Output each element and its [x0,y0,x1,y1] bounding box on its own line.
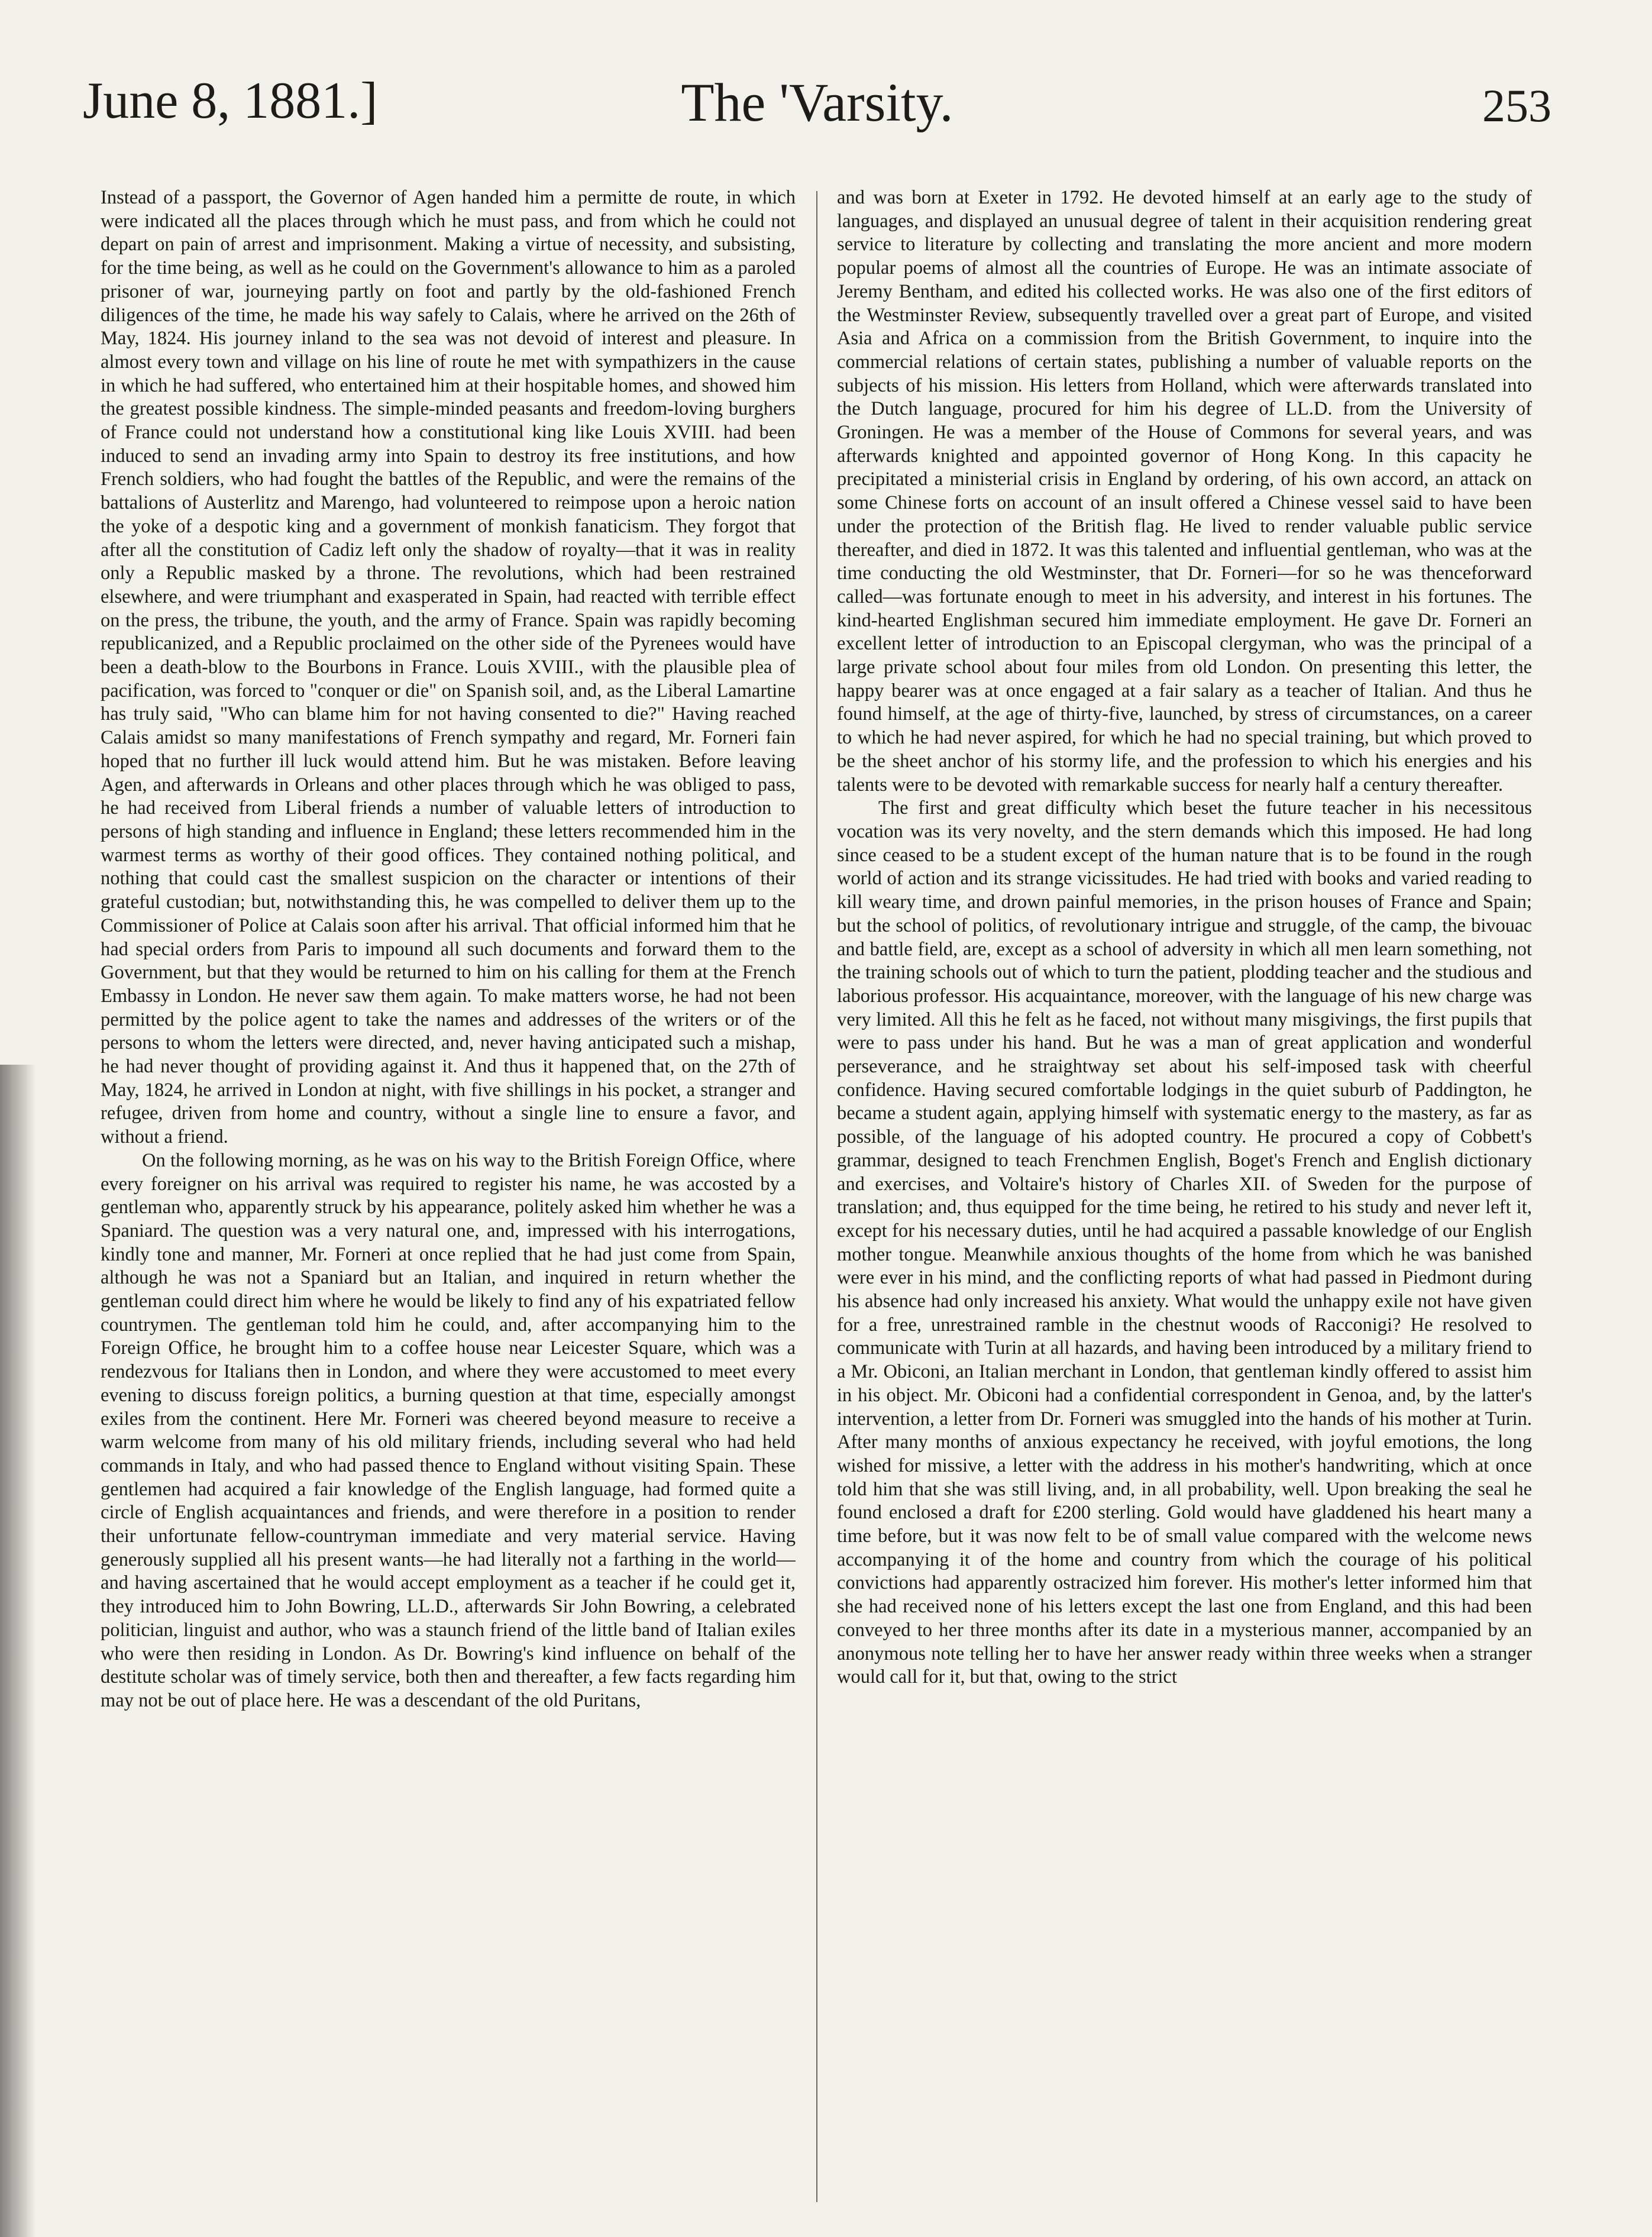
masthead-title: The 'Varsity. [681,72,953,132]
right-paragraph-1: and was born at Exeter in 1792. He devoted himself at an early age to the study of languages, and displayed an unusual degree of talent in their acquisition rendering great service to literature by collecting and translating the more ancient and more modern popular poems of almost all the countries of Europe. He was an intimate associate of Jeremy Bentham, and edited his collected works. He was also one of the first editors of the Westminster Review, subsequently travelled over a great part of Europe, and visited Asia and Africa on a commission from the British Government, to inquire into the commercial relations of certain states, publishing a number of valuable reports on the subjects of his mission. His letters from Holland, which were afterwards translated into the Dutch language, procured for him his degree of LL.D. from the University of Groningen. He was a member of the House of Commons for several years, and was afterwards knighted and appointed governor of Hong Kong. In this capacity he precipitated a ministerial crisis in England by ordering, of his own accord, an attack on some Chinese forts on account of an insult offered a Chinese vessel said to have been under the protection of the British flag. He lived to render valuable public service thereafter, and died in 1872. It was this talented and influential gentleman, who was at the time conducting the old Westminster, that Dr. Forneri—for so he was thenceforward called—was fortunate enough to meet in his adversity, and interest in his fortunes. The kind-hearted Englishman secured him immediate employment. He gave Dr. Forneri an excellent letter of introduction to an Episcopal clergyman, who was the principal of a large private school about four miles from old London. On presenting this letter, the happy bearer was at once engaged at a fair salary as a teacher of Italian. And thus he found himself, at the age of thirty-five, launched, by stress of circumstances, on a career to which he had never aspired, for which he had no special training, but which proved to be the sheet anchor of his stormy life, and the profession to which his energies and his talents were to be devoted with remarkable success for nearly half a century thereafter. [837,187,1532,796]
right-paragraph-2: The first and great difficulty which beset the future teacher in his necessitous vocation was its very novelty, and the stern demands which this imposed. He had long since ceased to be a student except of the human nature that is to be found in the rough world of action and its strange vicissitudes. He had tried with books and varied reading to kill weary time, and drown painful memories, in the prison houses of France and Spain; but the school of politics, of revolutionary intrigue and struggle, of the camp, the bivouac and battle field, are, except as a school of adversity in which all men learn something, not the training schools out of which to turn the patient, plodding teacher and the studious and laborious professor. His acquaintance, moreover, with the language of his new charge was very limited. All this he felt as he faced, not without many misgivings, the first pupils that were to pass under his hand. But he was a man of great application and wonderful perseverance, and he straightway set about his self-imposed task with cheerful confidence. Having secured comfortable lodgings in the quiet suburb of Paddington, he became a student again, applying himself with systematic energy to the mastery, as far as possible, of the language of his adopted country. He procured a copy of Cobbett's grammar, designed to teach Frenchmen English, Boget's French and English dictionary and exercises, and Voltaire's history of Charles XII. of Sweden for the purpose of translation; and, thus equipped for the time being, he retired to his study and never left it, except for his necessary duties, until he had acquired a passable knowledge of our English mother tongue. Meanwhile anxious thoughts of the home from which he was banished were ever in his mind, and the conflicting reports of what had passed in Piedmont during his absence had only increased his anxiety. What would the unhappy exile not have given for a free, unrestrained ramble in the chestnut woods of Racconigi? He resolved to communicate with Turin at all hazards, and having been introduced by a military friend to a Mr. Obiconi, an Italian merchant in London, that gentleman kindly offered to assist him in his object. Mr. Obiconi had a confidential correspondent in Genoa, and, by the latter's intervention, a letter from Dr. Forneri was smuggled into the hands of his mother at Turin. After many months of anxious expectancy he received, with joyful emotions, the long wished for missive, a letter with the address in his mother's handwriting, which at once told him that she was still living, and, in all probability, well. Upon breaking the seal he found enclosed a draft for £200 sterling. Gold would have gladdened his heart many a time before, but it was now felt to be of small value compared with the welcome news accompanying it of the home and country from which the courage of his political convictions had apparently ostracized him forever. His mother's letter informed him that she had received none of his letters except the last one from England, and this had been conveyed to her three months after its date in a mysterious manner, accompanied by an anonymous note telling her to have her answer ready within three weeks when a stranger would call for it, but that, owing to the strict [837,797,1532,1688]
left-paragraph-1: Instead of a passport, the Governor of Agen handed him a permitte de route, in which were indicated all the places through which he must pass, and from which he could not depart on pain of arrest and imprisonment. Making a virtue of necessity, and subsisting, for the time being, as well as he could on the Government's allowance to him as a paroled prisoner of war, journeying partly on foot and partly by the old-fashioned French diligences of the time, he made his way safely to Calais, where he arrived on the 26th of May, 1824. His journey inland to the sea was not devoid of interest and pleasure. In almost every town and village on his line of route he met with sympathizers in the cause in which he had suffered, who entertained him at their hospitable homes, and showed him the greatest possible kindness. The simple-minded peasants and freedom-loving burghers of France could not understand how a constitutional king like Louis XVIII. had been induced to send an invading army into Spain to destroy its free institutions, and how French soldiers, who had fought the battles of the Republic, and were the remains of the battalions of Austerlitz and Marengo, had volunteered to reimpose upon a heroic nation the yoke of a despotic king and a government of monkish fanaticism. They forgot that after all the constitution of Cadiz left only the shadow of royalty—that it was in reality only a Republic masked by a throne. The revolutions, which had been restrained elsewhere, and were triumphant and exasperated in Spain, had reacted with terrible effect on the press, the tribune, the youth, and the army of France. Spain was rapidly becoming republicanized, and a Republic proclaimed on the other side of the Pyrenees would have been a death-blow to the Bourbons in France. Louis XVIII., with the plausible plea of pacification, was forced to "conquer or die" on Spanish soil, and, as the Liberal Lamartine has truly said, "Who can blame him for not having consented to die?" Having reached Calais amidst so many manifestations of French sympathy and regard, Mr. Forneri fain hoped that no further ill luck would attend him. But he was mistaken. Before leaving Agen, and afterwards in Orleans and other places through which he was obliged to pass, he had received from Liberal friends a number of valuable letters of introduction to persons of high standing and influence in England; these letters recommended him in the warmest terms as worthy of their good offices. They contained nothing political, and nothing that could cast the smallest suspicion on the character or intentions of their grateful custodian; but, notwithstanding this, he was compelled to deliver them up to the Commissioner of Police at Calais soon after his arrival. That official informed him that he had special orders from Paris to impound all such documents and forward them to the Government, but that they would be returned to him on his calling for them at the French Embassy in London. He never saw them again. To make matters worse, he had not been permitted by the police agent to take the names and addresses of the writers or of the persons to whom the letters were directed, and, never having anticipated such a mishap, he had never thought of providing against it. And thus it happened that, on the 27th of May, 1824, he arrived in London at night, with five shillings in his pocket, a stranger and refugee, driven from home and country, without a single line to ensure a favor, and without a friend. [101,187,796,1148]
article-columns [101,186,1532,2209]
left-paragraph-2: On the following morning, as he was on his way to the British Foreign Office, where every foreigner on his arrival was required to register his name, he was accosted by a gentleman who, apparently struck by his appearance, politely asked him whether he was a Spaniard. The question was a very natural one, and, impressed with his interrogations, kindly tone and manner, Mr. Forneri at once replied that he had just come from Spain, although he was not a Spaniard but an Italian, and inquired in return whether the gentleman could direct him where he would be likely to find any of his expatriated fellow countrymen. The gentleman told him he could, and, after accompanying him to the Foreign Office, he brought him to a coffee house near Leicester Square, which was a rendezvous for Italians then in London, and where they were accustomed to meet every evening to discuss foreign politics, a burning question at that time, especially amongst exiles from the continent. Here Mr. Forneri was cheered beyond measure to receive a warm welcome from many of his old military friends, including several who had held commands in Italy, and who had passed thence to England without visiting Spain. These gentlemen had acquired a fair knowledge of the English language, had formed quite a circle of English acquaintances and friends, and were therefore in a position to render their unfortunate fellow-countryman immediate and very material service. Having generously supplied all his present wants—he had literally not a farthing in the world—and having ascertained that he would accept employment as a teacher if he could get it, they introduced him to John Bowring, LL.D., afterwards Sir John Bowring, a celebrated politician, linguist and author, who was a staunch friend of the little band of Italian exiles who were then residing in London. As Dr. Bowring's kind influence on behalf of the destitute scholar was of timely service, both then and thereafter, a few facts regarding him may not be out of place here. He was a descendant of the old Puritans, [101,1149,796,1711]
column-divider [816,191,817,2202]
page-header [83,71,1551,142]
left-column [101,186,796,2203]
binding-shadow [0,1065,35,2237]
issue-date: June 8, 1881.] [83,72,378,130]
right-column [837,186,1532,2203]
page-number: 253 [1482,80,1551,131]
